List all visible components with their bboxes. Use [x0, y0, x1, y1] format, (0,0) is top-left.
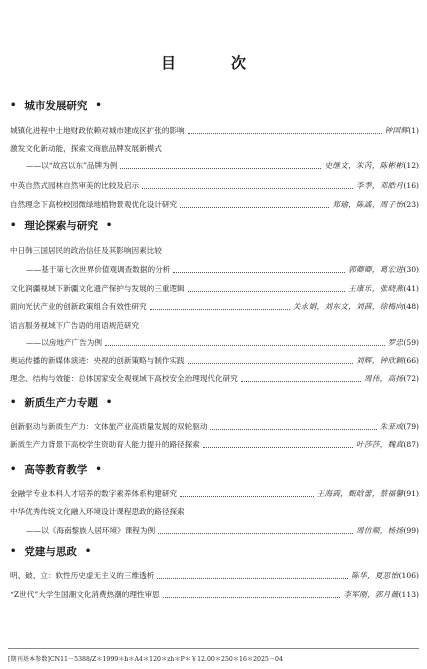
toc-entry-authors: 郑瑜，陈謠，周子怡: [332, 200, 404, 209]
bullet-icon: •: [10, 220, 17, 231]
toc-entry-title-line: 中华优秀传统文化融入环境设计课程思政的路径探索: [10, 507, 185, 516]
toc-entry-title: 城镇化进程中土地财政依赖对城市建成区扩张的影响: [10, 126, 185, 135]
toc-entry[interactable]: [10, 338, 419, 348]
toc-entry-title: ——以《海南黎族人居环境》课程为例: [26, 526, 156, 535]
toc-entry[interactable]: [10, 374, 419, 384]
section-heading: [10, 462, 102, 477]
section-heading-label: 理论探索与研究: [24, 220, 98, 232]
bullet-icon: •: [10, 546, 17, 557]
toc-entry-page: (30): [403, 265, 419, 274]
toc-entry-page: (1): [408, 126, 419, 135]
dot-leader: [241, 381, 361, 382]
toc-entry[interactable]: [10, 126, 419, 136]
toc-entry-page: (16): [403, 181, 419, 190]
toc-entry-page: (87): [403, 440, 419, 449]
toc-entry-title: ——基于第七次世界价值观调查数据的分析: [26, 265, 171, 274]
toc-entry[interactable]: [10, 265, 419, 275]
section-heading: [10, 544, 91, 559]
bullet-icon: •: [105, 397, 113, 408]
toc-entry-authors: 关永娟，刘东文，刘茜，徐梅向: [292, 302, 404, 311]
toc-entry-authors: 王海霞，甄晗蕾，蔡福馨: [316, 489, 404, 498]
section-heading: [10, 218, 112, 233]
dot-leader: [210, 429, 376, 430]
toc-entry-page: (91): [403, 489, 419, 498]
dot-leader: [188, 363, 353, 364]
toc-entry[interactable]: [10, 590, 419, 600]
dot-leader: [157, 578, 348, 579]
footer-divider: [8, 648, 419, 649]
toc-entry-authors: 朱亚成: [379, 422, 404, 431]
toc-entry-page: (72): [403, 374, 419, 383]
toc-entry-page: (48): [403, 302, 419, 311]
dot-leader: [105, 345, 385, 346]
toc-entry-authors: 钟国辉: [384, 126, 409, 135]
toc-entry-title: 创新驱动与新质生产力：文体旅产业高质量发展的双轮驱动: [10, 422, 208, 431]
toc-entry-title-line: 中日韩三国居民的政治信任及其影响因素比较: [10, 246, 162, 255]
bullet-icon: •: [95, 464, 102, 475]
toc-entry-authors: 李军刚，郭月薇: [343, 590, 399, 599]
bullet-icon: •: [10, 464, 17, 475]
toc-entry-page: (106): [398, 571, 419, 580]
toc-entry-title: 自然理念下高校校园微绿地植物景观优化设计研究: [10, 200, 178, 209]
toc-entry-authors: 郭卿卿，葛宏进: [348, 265, 404, 274]
toc-entry[interactable]: [10, 284, 419, 294]
toc-entry[interactable]: [10, 302, 419, 312]
toc-entry-authors: 史继文，朱芮，陈彬彬: [324, 161, 404, 170]
toc-entry-authors: 王康乐，张晓燕: [348, 284, 404, 293]
dot-leader: [173, 272, 345, 273]
section-heading-label: 城市发展研究: [24, 100, 88, 112]
toc-entry[interactable]: [10, 200, 419, 210]
toc-entry-title: “Z世代”大学生国潮文化消费热潮的理性审思: [10, 590, 160, 599]
dot-leader: [120, 168, 321, 169]
toc-entry-title: ——以“故宫以东”品牌为例: [26, 161, 118, 170]
section-heading-label: 党建与思政: [24, 546, 77, 558]
toc-entry-authors: 罗忠: [387, 338, 404, 347]
toc-entry-title: 中英自然式园林自然审美的比较及启示: [10, 181, 140, 190]
toc-entry-page: (113): [398, 590, 419, 599]
journal-parameters-footer: [期刊基本参数]CN11－5388/Z＊1999＊b＊A4＊120＊zh＊P＊￥12.00＊250＊16＊2025－04: [8, 656, 283, 663]
bullet-icon: •: [95, 100, 102, 111]
toc-entry-page: (41): [403, 284, 419, 293]
toc-entry-title: 文化润疆视域下新疆文化遗产保护与发展的三重逻辑: [10, 284, 185, 293]
toc-entry-page: (66): [403, 356, 419, 365]
toc-entry-title-line: 激发文化新动能，探索文商旅品牌发展新模式: [10, 144, 162, 153]
toc-entry-title: 新质生产力背景下高校学生资助育人能力提升的路径探索: [10, 440, 200, 449]
toc-entry-title: ——以房地产广告为例: [26, 338, 102, 347]
toc-entry-authors: 陈华，夏思怡: [351, 571, 399, 580]
toc-entry[interactable]: [10, 489, 419, 499]
toc-entry-page: (99): [403, 526, 419, 535]
toc-entry-page: (59): [403, 338, 419, 347]
toc-entry-page: (12): [403, 161, 419, 170]
toc-entry-title: 理念、结构与效能：总体国家安全观视域下高校安全治理现代化研究: [10, 374, 238, 383]
toc-entry-title: 奥运传播的新媒体演进：央视的创新策略与制作实践: [10, 356, 185, 365]
dot-leader: [180, 496, 314, 497]
dot-leader: [180, 207, 329, 208]
bullet-icon: •: [10, 100, 17, 111]
section-heading-label: 高等教育教学: [24, 464, 88, 476]
toc-entry-authors: 叶莎莎，魏真: [356, 440, 404, 449]
section-heading-label: 新质生产力专题: [24, 397, 98, 409]
toc-entry-title: 明、破、立：软性历史虚无主义的三维透析: [10, 571, 155, 580]
dot-leader: [163, 597, 341, 598]
dot-leader: [188, 291, 345, 292]
toc-entry[interactable]: [10, 181, 419, 191]
bullet-icon: •: [10, 397, 17, 408]
toc-entry-title: 金融学专业本科人才培养的数字素养体系构建研究: [10, 489, 178, 498]
toc-entry[interactable]: [10, 526, 419, 536]
toc-entry[interactable]: [10, 356, 419, 366]
dot-leader: [203, 447, 353, 448]
toc-entry[interactable]: [10, 422, 419, 432]
toc-entry-title-line: 语言服务视域下广告语的用语规范研究: [10, 321, 140, 330]
toc-entry-page: (23): [403, 200, 419, 209]
toc-entry-authors: 周仿顺，杨扬: [356, 526, 404, 535]
page-title: 目 次: [160, 54, 266, 72]
dot-leader: [188, 133, 382, 134]
section-heading: [10, 98, 102, 113]
toc-entry-authors: 李季，邓皓月: [356, 181, 404, 190]
bullet-icon: •: [105, 220, 113, 231]
toc-entry-title: 面向光伏产业的创新政策组合有效性研究: [10, 302, 147, 311]
dot-leader: [142, 188, 353, 189]
toc-entry[interactable]: [10, 571, 419, 581]
toc-entry[interactable]: [10, 440, 419, 450]
dot-leader: [158, 533, 353, 534]
toc-entry-authors: 刘辉，钟欣颖: [356, 356, 404, 365]
dot-leader: [150, 309, 290, 310]
bullet-icon: •: [84, 546, 92, 557]
toc-entry-authors: 周伟，高扬: [363, 374, 404, 383]
section-heading: [10, 395, 112, 410]
toc-entry[interactable]: [10, 161, 419, 171]
toc-entry-page: (79): [403, 422, 419, 431]
